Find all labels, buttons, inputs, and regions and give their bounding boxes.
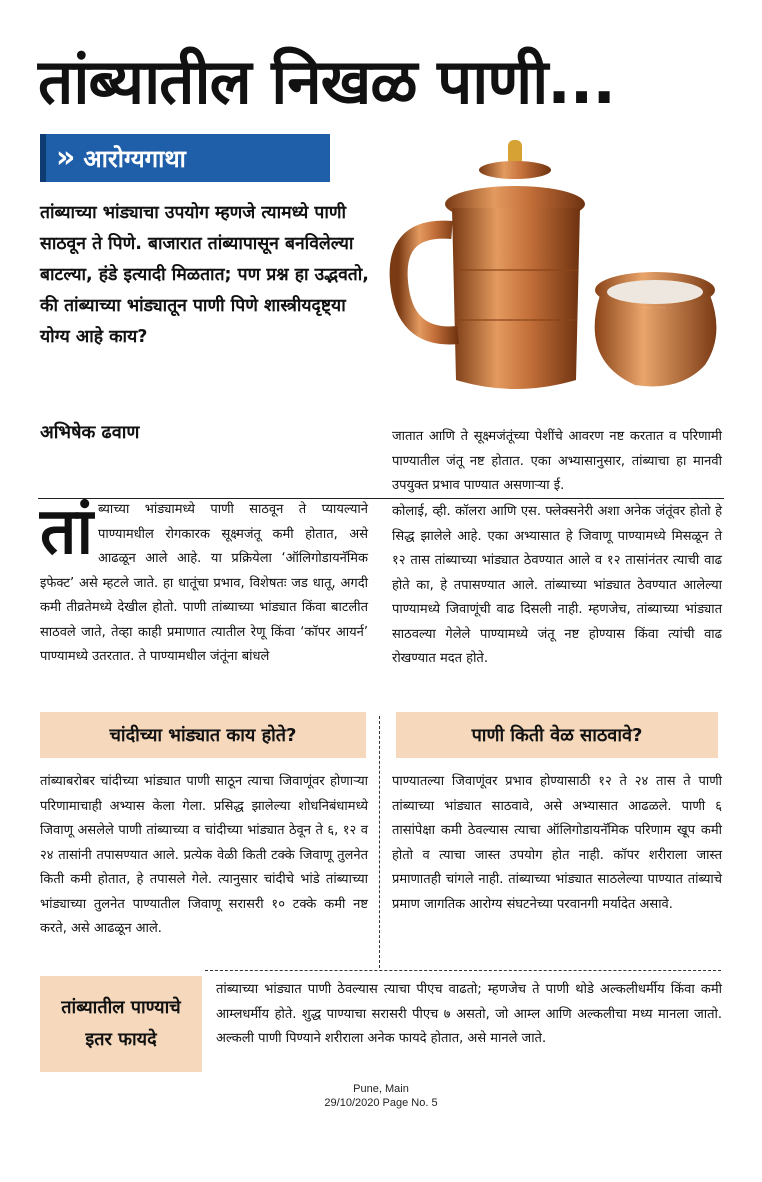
column-divider — [379, 716, 380, 968]
bottom-divider — [205, 970, 721, 971]
silver-subheading: चांदीच्या भांड्यात काय होते? — [40, 712, 366, 758]
copper-jug-image — [380, 130, 725, 400]
drop-cap: तां — [40, 495, 94, 569]
benefits-heading-line2: इतर फायदे — [85, 1029, 157, 1050]
duration-text: पाण्यातल्या जिवाणूंवर प्रभाव होण्यासाठी १२ ते २४ तास ते पाणी तांब्याच्या भांड्यात साठवावे, असे अभ्यासात आढळले. पाणी ६ तासांपेक्षा कमी ठेवल्यास त्याचा ऑलिगोडायनॅमिक परिणाम खूप कमी होतो व त्याचा जास्त उपयोग होत नाही. कॉपर शरीराला जास्त प्रमाणातही चांगले नाही. तांब्याच्या भांड्यात साठलेल्या पाण्यात तांब्याचे प्रमाण जागतिक आरोग्य संघटनेच्या परवानगी मर्यादेत असावे. — [392, 774, 722, 912]
benefits-heading — [40, 976, 202, 1072]
article-left-column — [40, 495, 368, 670]
date-page-label: 29/10/2020 Page No. 5 — [324, 1097, 438, 1109]
section-label-text: आरोग्यगाथा — [83, 144, 186, 173]
section-label — [40, 134, 330, 182]
silver-text: तांब्याबरोबर चांदीच्या भांड्यात पाणी साठून त्याचा जिवाणूंवर होणाऱ्या परिणामाचाही अभ्यास केला गेला. प्रसिद्ध झालेल्या शोधनिबंधामध्ये जिवाणू असलेले पाणी तांब्याच्या व चांदीच्या भांड्यात ठेवून ते ६, १२ व २४ तासांनी तपासण्यात आले. प्रत्येक वेळी किती टक्के जिवाणू तुलनेत किती कमी होतात, हे तपासले गेले. त्यानुसार चांदीचे भांडे तांब्याच्या भांड्याच्या तुलनेत पाण्यातील जिवाणू सरासरी १० टक्के कमी नष्ट करते, असे आढळून आले. — [40, 774, 368, 936]
page-footer — [0, 1082, 762, 1110]
edition-label: Pune, Main — [353, 1083, 409, 1095]
double-chevron-icon: » — [56, 140, 76, 175]
author-name: अभिषेक ढवाण — [40, 422, 140, 443]
duration-subheading: पाणी किती वेळ साठवावे? — [396, 712, 718, 758]
intro-text: तांब्याच्या भांड्याचा उपयोग म्हणजे त्यामध्ये पाणी साठवून ते पिणे. बाजारात तांब्यापासून बनविलेल्या बाटल्या, हंडे इत्यादी मिळतात; पण प्रश्न हा उद्भवतो, की तांब्याच्या भांड्यातून पाणी पिणे शास्त्रीयदृष्ट्या योग्य आहे काय? — [40, 203, 369, 347]
article-left-text: ब्याच्या भांड्यामध्ये पाणी साठवून ते प्यायल्याने पाण्यामधील रोगकारक सूक्ष्मजंतू कमी होतात, असे आढळून आले आहे. या प्रक्रियेला ‘ऑलिगोडायनॅमिक इफेक्ट’ असे म्हटले जाते. हा धातूंचा प्रभाव, विशेषतः जड धातू, अगदी कमी तीव्रतेमध्ये देखील होतो. पाणी तांब्याच्या भांड्यात किंवा बाटलीत साठवले जाते, तेव्हा काही प्रमाणात त्यातील रेणू किंवा ‘कॉपर आयर्न’ पाण्यामध्ये उतरतात. ते पाण्यामधील जंतूंना बांधले — [40, 502, 368, 664]
benefits-heading-line1: तांब्यातील पाण्याचे — [61, 997, 181, 1018]
article-right-top: जातात आणि ते सूक्ष्मजंतूंच्या पेशींचे आवरण नष्ट करतात व परिणामी पाण्यातील जंतू नष्ट होतात. एका अभ्यासानुसार, तांब्याचा हा मानवी उपयुक्त प्रभाव पाण्यात असणाऱ्या ई. — [392, 429, 722, 493]
benefits-text: तांब्याच्या भांड्यात पाणी ठेवल्यास त्याचा पीएच वाढतो; म्हणजेच ते पाणी थोडे अल्कलीधर्मीय किंवा कमी आम्लधर्मीय होते. शुद्ध पाण्याचा सरासरी पीएच ७ असतो, जो आम्ल आणि अल्कलीचा मध्य मानला जातो. अल्कली पाणी पिण्याने शरीराला अनेक फायदे होतात, असे मानले जाते. — [216, 982, 722, 1046]
headline: तांब्यातील निखळ पाणी... — [38, 45, 615, 118]
article-right-column: कोलाई, व्ही. कॉलरा आणि एस. फ्लेक्सनेरी अशा अनेक जंतूंवर होतो हे सिद्ध झालेले आहे. एका अभ्यासात हे जिवाणू पाण्यामध्ये मिसळून ते १२ तास तांब्याच्या भांड्यात ठेवण्यात आले व १२ तासांनंतर त्याची वाढ होते का, हे तपासण्यात आले. तांब्याच्या भांड्यात ठेवण्यात आलेल्या पाण्यामध्ये जिवाणूंची वाढ दिसली नाही. म्हणजेच, तांब्याच्या भांड्यात साठवल्या गेलेले पाण्यामध्ये जंतू नष्ट होण्यास किंवा त्यांची वाढ रोखण्यात मदत होते. — [392, 504, 722, 666]
